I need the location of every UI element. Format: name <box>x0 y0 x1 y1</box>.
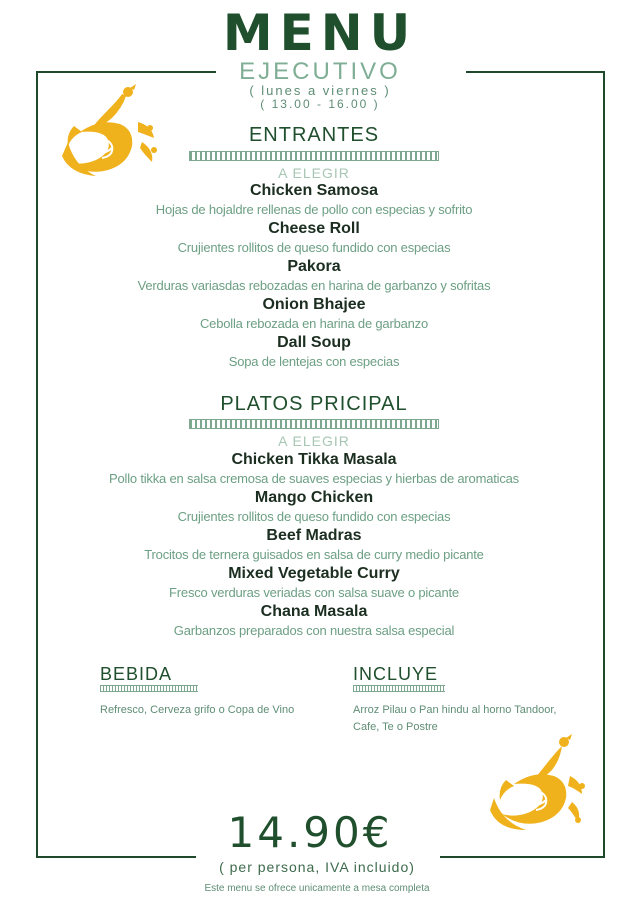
list-item <box>0 257 628 295</box>
includes-heading: INCLUYE <box>353 664 439 684</box>
list-item <box>0 526 628 564</box>
dish-description: Trocitos de ternera guisados en salsa de curry medio picante <box>144 547 484 562</box>
starters-choose: A ELEGIR <box>278 165 350 181</box>
includes-line: Arroz Pilau o Pan hindu al horno Tandoor, <box>353 704 557 716</box>
menu-title: MENU <box>222 4 418 62</box>
list-item <box>0 564 628 602</box>
starters-heading: ENTRANTES <box>248 124 380 146</box>
menu-days: ( lunes a viernes ) <box>249 83 391 98</box>
includes-text <box>353 702 556 736</box>
dish-description: Garbanzos preparados con nuestra salsa especial <box>173 623 455 638</box>
dish-description: Hojas de hojaldre rellenas de pollo con especias y sofrito <box>155 202 473 217</box>
menu-subtitle: EJECUTIVO <box>239 58 401 85</box>
list-item <box>0 295 628 333</box>
dish-name: Pakora <box>287 258 341 275</box>
starters-list <box>0 181 628 371</box>
menu-hours: ( 13.00 - 16.00 ) <box>260 97 380 111</box>
drink-ornament <box>100 685 198 692</box>
dish-name: Chicken Tikka Masala <box>231 451 397 468</box>
dish-name: Chicken Samosa <box>249 182 379 199</box>
dish-description: Pollo tikka en salsa cremosa de suaves especias y hierbas de aromaticas <box>109 471 519 486</box>
mains-choose: A ELEGIR <box>278 433 350 449</box>
dish-description: Crujientes rollitos de queso fundido con especias <box>177 509 451 524</box>
dish-name: Mixed Vegetable Curry <box>228 565 400 582</box>
footnote: Este menu se ofrece unicamente a mesa completa <box>204 883 430 894</box>
dish-description: Crujientes rollitos de queso fundido con especias <box>177 240 451 255</box>
dish-name: Beef Madras <box>266 527 362 544</box>
list-item <box>0 219 628 257</box>
includes-ornament <box>353 685 445 692</box>
price-amount: 14.90€ <box>227 808 393 857</box>
dish-name: Dall Soup <box>277 334 351 351</box>
dish-name: Mango Chicken <box>254 489 374 506</box>
dish-description: Fresco verduras veriadas con salsa suave o picante <box>169 585 459 600</box>
list-item <box>0 450 628 488</box>
list-item <box>0 333 628 371</box>
list-item <box>0 181 628 219</box>
dish-description: Sopa de lentejas con especias <box>228 354 400 369</box>
starters-ornament <box>189 151 439 161</box>
dish-name: Cheese Roll <box>268 220 360 237</box>
mains-list <box>0 450 628 640</box>
dish-name: Onion Bhajee <box>262 296 366 313</box>
price-note: ( per persona, IVA incluido) <box>219 859 415 875</box>
list-item <box>0 488 628 526</box>
dish-name: Chana Masala <box>260 603 368 620</box>
drink-heading: BEBIDA <box>100 664 173 684</box>
drink-text: Refresco, Cerveza grifo o Copa de Vino <box>100 704 295 716</box>
mains-heading: PLATOS PRICIPAL <box>220 393 408 415</box>
list-item <box>0 602 628 640</box>
dish-description: Verduras variasdas rebozadas en harina de garbanzo y sofritas <box>137 278 491 293</box>
dish-description: Cebolla rebozada en harina de garbanzo <box>199 316 429 331</box>
includes-line: Cafe, Te o Postre <box>353 721 438 733</box>
mains-ornament <box>189 419 439 429</box>
